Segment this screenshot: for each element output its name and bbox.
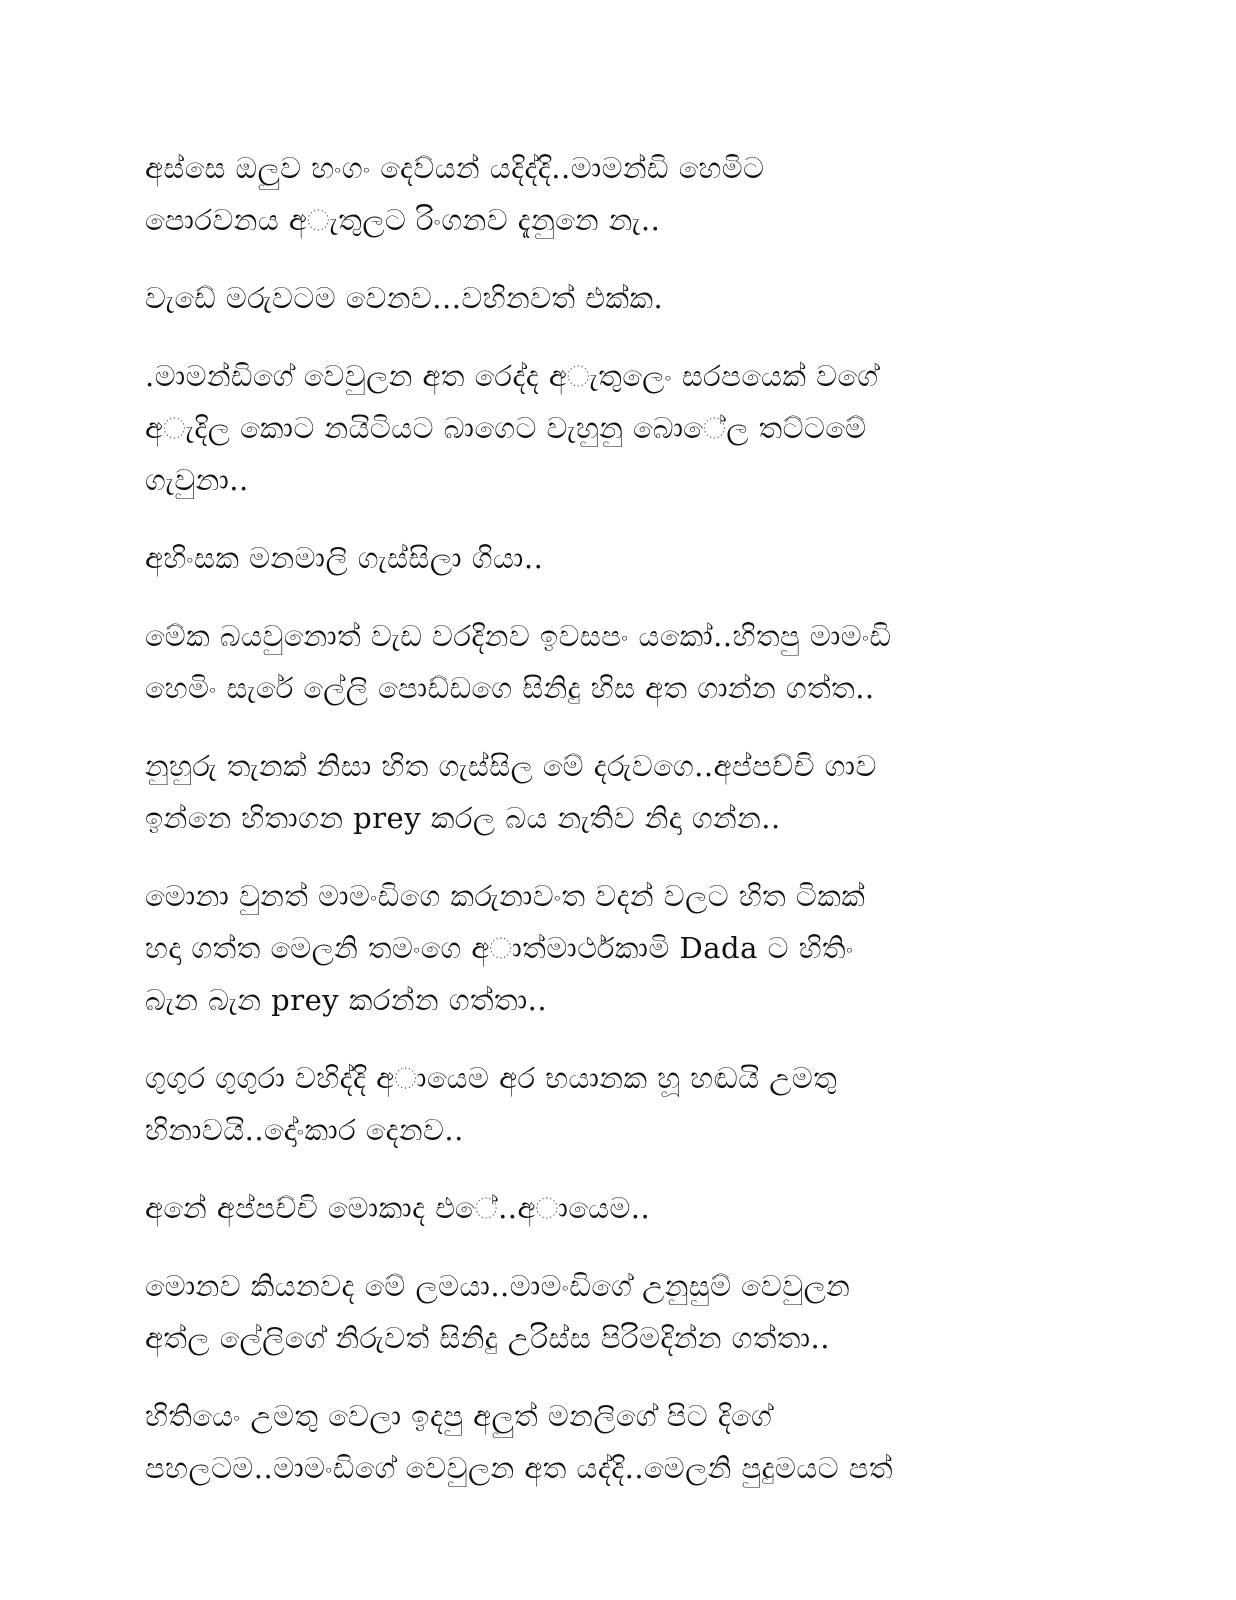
paragraph [145,1182,1105,1234]
text-line: වැඩේ මරුවටම වෙනව...වහිනවත් එක්ක. [145,281,664,315]
text-line: පහලටම..මාමංඩිගේ වෙවුලන අත යද්දි..මෙලනි පුදුමයට පත් [145,1451,893,1485]
paragraph [145,610,1105,714]
text-line: මේක බයවුනොත් වැඩ වරදිනව ඉවසපං යකෝ..හිතපු මාමංඩි [145,619,892,653]
text-line: මොනා වුනත් මාමංඩිගෙ කරුනාවංත වදන් වලට හිත ටිකක් [145,879,866,913]
paragraph [145,740,1105,844]
paragraph [145,1390,1105,1494]
text-line: හෙමිං සැරේ ලේලි පොඩ්ඩගෙ සිනිදු හිස අත ගාන්න ගත්ත.. [145,671,875,705]
text-line: ගැවුනා.. [145,463,249,497]
text-line: අත්ල ලේලිගේ නිරුවත් සිනිදු උරිස්ස පිරිමදින්න ගත්තා.. [145,1321,830,1355]
text-line: හිතියෙං උමතු වෙලා ඉදපු අලුත් මනලිගේ පිට දිගේ [145,1399,773,1433]
paragraph [145,870,1105,1026]
text-line: අහිංසක මනමාලි ගැස්සිලා ගියා.. [145,541,544,575]
text-line: හිනාවයි..දෝංකාර දෙනව.. [145,1113,464,1147]
text-line: අැදිල කොට නයිටියට බාගෙට වැහුනු බොේල තට්ටමේ [145,411,867,445]
paragraph [145,350,1105,506]
text-line: හදා ගත්ත මෙලනි තමංගෙ අාත්මාර්ථකාමි Dada ට හිතිං [145,931,854,965]
text-line: ගුගුර ගුගුරා වහිද්දි අායෙම අර භයානක හූ හඬයි උමතු [145,1061,838,1095]
text-line: පොරවනය අැතුලට රිංගනව දැනුනෙ නැ.. [145,203,661,237]
text-line: බැන බැන prey කරන්න ගත්තා.. [145,983,548,1017]
text-line: ඉන්නෙ හිතාගන prey කරල බය නැතිව නිදා ගන්න.. [145,801,781,835]
paragraph [145,1260,1105,1364]
text-line: අස්සෙ ඔලුව හංගං දෙව්යන් යදිද්දි..මාමන්ඩි හෙමිට [145,151,765,185]
document-body [145,142,1105,1520]
text-line: මොනව කියනවද මේ ලමයා..මාමංඩිගේ උනුසුම් වෙවුලන [145,1269,851,1303]
text-line: නුහුරු තැනක් නිසා හිත ගැස්සිල මේ දරුවගෙ..අප්පච්චි ගාව [145,749,877,783]
paragraph [145,272,1105,324]
paragraph [145,1052,1105,1156]
text-line: .මාමන්ඩිගේ වෙවුලන අත රෙද්ද අැතුලෙං සරපයෙක් වගේ [145,359,879,393]
text-line: අනේ අප්පච්චි මොකාද එේ..අායෙම.. [145,1191,651,1225]
paragraph [145,142,1105,246]
paragraph [145,532,1105,584]
